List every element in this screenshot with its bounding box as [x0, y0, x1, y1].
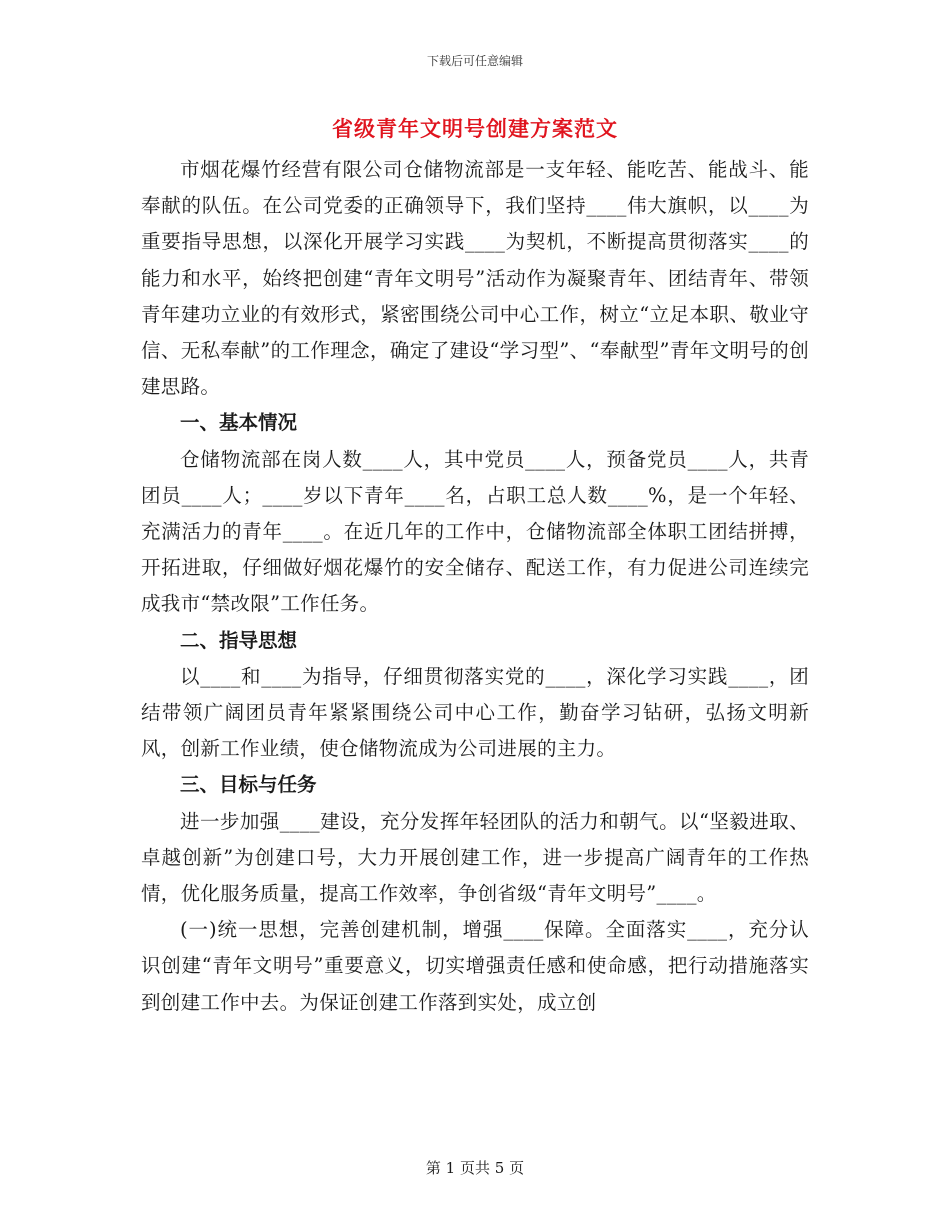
- page-header-note: 下载后可任意编辑: [426, 54, 523, 68]
- intro-paragraph: 市烟花爆竹经营有限公司仓储物流部是一支年轻、能吃苦、能战斗、能奉献的队伍。在公司党委的正确领导下，我们坚持____伟大旗帜，以____为重要指导思想，以深化开展学习实践____为契机，不断提高贯彻落实____的能力和水平，始终把创建“青年文明号”活动作为凝聚青年、团结青年、带领青年建功立业的有效形式，紧密围绕公司中心工作，树立“立足本职、敬业守信、无私奉献”的工作理念，确定了建设“学习型”、“奉献型”青年文明号的创建思路。: [141, 158, 809, 399]
- guiding-thought-paragraph: 以____和____为指导，仔细贯彻落实党的____，深化学习实践____，团结带领广阔团员青年紧紧围绕公司中心工作，勤奋学习钻研，弘扬文明新风，创新工作业绩，使仓储物流成为公司进展的主力。: [141, 664, 809, 761]
- section-heading-basic-situation: 一、基本情况: [180, 411, 298, 435]
- page-number: 第 1 页共 5 页: [425, 1159, 525, 1177]
- document-title: 省级青年文明号创建方案范文: [332, 116, 618, 141]
- unify-thinking-paragraph: (一)统一思想，完善创建机制，增强____保障。全面落实____，充分认识创建“青年文明号”重要意义，切实增强责任感和使命感，把行动措施落实到创建工作中去。为保证创建工作落到实处，成立创: [141, 918, 809, 1014]
- basic-situation-paragraph: 仓储物流部在岗人数____人，其中党员____人，预备党员____人，共青团员____人；____岁以下青年____名，占职工总人数____%，是一个年轻、充满活力的青年____。在近几年的工作中，仓储物流部全体职工团结拼搏，开拓进取，仔细做好烟花爆竹的安全储存、配送工作，有力促进公司连续完成我市“禁改限”工作任务。: [141, 447, 809, 616]
- document-body: [141, 152, 809, 1021]
- goals-tasks-paragraph: 进一步加强____建设，充分发挥年轻团队的活力和朝气。以“坚毅进取、卓越创新”为创建口号，大力开展创建工作，进一步提高广阔青年的工作热情，优化服务质量，提高工作效率，争创省级“青年文明号”____。: [141, 809, 809, 906]
- section-heading-goals-tasks: 三、目标与任务: [180, 773, 317, 797]
- section-heading-guiding-thought: 二、指导思想: [180, 628, 298, 652]
